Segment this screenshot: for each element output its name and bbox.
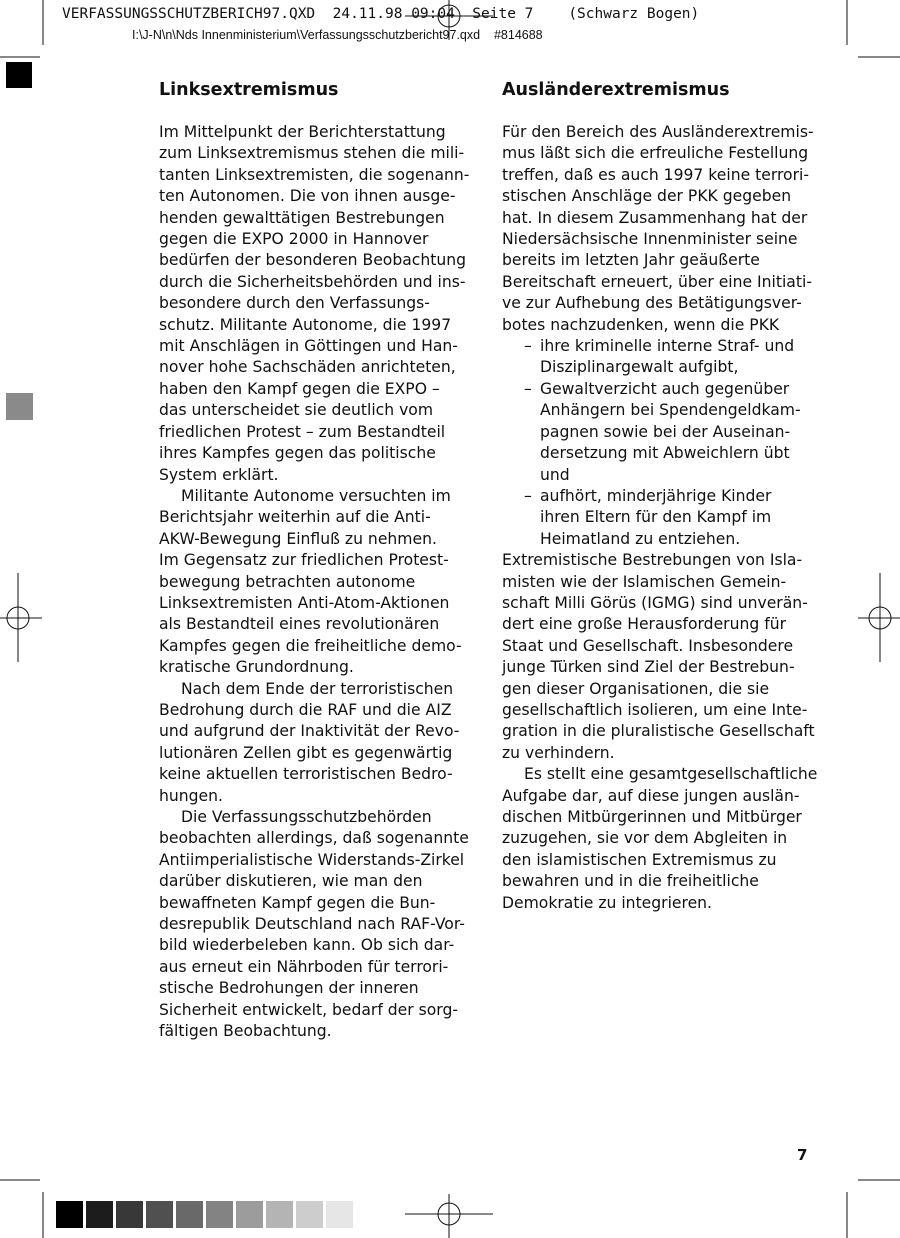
text-line: gegen die EXPO 2000 in Hannover	[159, 230, 429, 249]
text-line: und aufgrund der Inaktivität der Revo-	[159, 722, 460, 741]
text-line: als Bestandteil eines revolutionären	[159, 615, 440, 634]
list-item-text: ihre kriminelle interne Straf- und	[540, 337, 795, 356]
text-line: Die Verfassungsschutzbehörden	[181, 808, 432, 826]
text-line: Es stellt eine gesamtgesellschaftliche	[524, 765, 818, 784]
text-line: Sicherheit entwickelt, bedarf der sorg-	[159, 1000, 458, 1019]
text-line: stische Bedrohungen der inneren	[159, 979, 419, 998]
text-line: ve zur Aufhebung des Betätigungsver-	[502, 294, 802, 313]
list-item-line	[502, 422, 791, 443]
text-line: Im Gegensatz zur friedlichen Protest-	[159, 551, 449, 570]
text-line: schaft Milli Görüs (IGMG) sind unverän-	[502, 593, 808, 612]
text-line: aus erneut ein Nährboden für terrori-	[159, 957, 449, 976]
page-number: 7	[797, 1146, 808, 1164]
text-line: zuzugehen, sie vor dem Abgleiten in	[502, 829, 788, 848]
text-line: Niedersächsische Innenminister seine	[502, 230, 798, 249]
left-column-text	[159, 122, 469, 1042]
text-line: lutionären Zellen gibt es gegenwärtig	[159, 743, 453, 762]
text-line: desrepublik Deutschland nach RAF-Vor-	[159, 915, 465, 934]
text-line: mit Anschlägen in Göttingen und Han-	[159, 337, 458, 356]
text-line: bild wiederbeleben kann. Ob sich dar-	[159, 936, 455, 955]
text-line: Nach dem Ende der terroristischen	[181, 679, 454, 698]
text-line: ihres Kampfes gegen das politische	[159, 444, 436, 463]
text-line: Aufgabe dar, auf diese jungen auslän-	[502, 786, 800, 805]
text-line: besondere durch den Verfassungs-	[159, 294, 430, 313]
registration-mark-left	[0, 573, 42, 662]
text-line: dischen Mitbürgerinnen und Mitbürger	[502, 808, 802, 826]
text-line: AKW-Bewegung Einfluß zu nehmen.	[159, 529, 437, 548]
text-line: dert eine große Herausforderung für	[502, 615, 786, 634]
list-item-line	[502, 507, 787, 528]
text-line: nover hohe Sachschäden anrichteten,	[159, 358, 456, 377]
text-line: bewegung betrachten autonome	[159, 572, 416, 591]
gray-swatch	[116, 1201, 143, 1228]
text-line: das unterscheidet sie deutlich vom	[159, 401, 434, 420]
text-line: Bedrohung durch die RAF und die AIZ	[159, 700, 452, 719]
text-line: Kampfes gegen die freiheitliche demo-	[159, 636, 462, 655]
text-line: botes nachzudenken, wenn die PKK	[502, 315, 780, 334]
list-item-text: Anhängern bei Spendengeldkam-	[540, 401, 801, 420]
list-item-text: aufhört, minderjährige Kinder	[540, 486, 772, 505]
print-slug-line: VERFASSUNGSSCHUTZBERICH97.QXD 24.11.98 09:04 Seite 7 (Schwarz Bogen)	[62, 6, 700, 22]
text-line: Berichtsjahr weiterhin auf die Anti-	[159, 508, 431, 527]
list-item-line	[502, 357, 787, 378]
right-column-text	[502, 122, 818, 914]
text-line: Bereitschaft erneuert, über eine Initiati-	[502, 272, 812, 291]
gray-swatch	[176, 1201, 203, 1228]
text-line: fältigen Beobachtung.	[159, 1022, 332, 1041]
registration-mark-bottom	[405, 1194, 493, 1238]
dash-bullet: –	[524, 486, 532, 505]
gray-swatch	[296, 1201, 323, 1228]
list-item-line	[502, 379, 790, 400]
text-line: tanten Linksextremisten, die sogenann-	[159, 165, 470, 184]
text-line: Im Mittelpunkt der Berichterstattung	[159, 123, 446, 141]
text-line: Staat und Gesellschaft. Insbesondere	[502, 636, 794, 655]
text-line: bewahren und in die freiheitliche	[502, 872, 759, 891]
text-line: henden gewalttätigen Bestrebungen	[159, 208, 445, 227]
text-line: gesellschaftlich isolieren, um eine Inte-	[502, 700, 808, 719]
text-line: Für den Bereich des Ausländerextremis-	[502, 123, 814, 141]
list-item-line	[502, 400, 801, 421]
text-line: junge Türken sind Ziel der Bestrebun-	[502, 658, 795, 677]
heading-linksextremismus: Linksextremismus	[159, 80, 339, 100]
text-line: bedürfen der besonderen Beobachtung	[159, 251, 467, 270]
text-line: den islamistischen Extremismus zu	[502, 850, 777, 869]
list-item-line	[502, 529, 787, 550]
file-path-line: I:\J-N\n\Nds Innenministerium\Verfassungsschutzbericht97.qxd #814688	[132, 28, 543, 42]
text-line: gration in die pluralistische Gesellschaft	[502, 722, 815, 741]
text-line: beobachten allerdings, daß sogenannte	[159, 829, 469, 848]
gray-swatch	[146, 1201, 173, 1228]
text-line: Extremistische Bestrebungen von Isla-	[502, 551, 803, 570]
text-line: misten wie der Islamischen Gemein-	[502, 572, 787, 591]
text-line: zu verhindern.	[502, 743, 615, 762]
heading-auslaenderextremismus: Ausländerextremismus	[502, 80, 730, 100]
text-line: System erklärt.	[159, 465, 279, 484]
gray-swatch	[86, 1201, 113, 1228]
list-item-line	[502, 443, 790, 464]
text-line: durch die Sicherheitsbehörden und ins-	[159, 272, 466, 291]
text-line: bereits im letzten Jahr geäußerte	[502, 251, 760, 270]
text-line: hat. In diesem Zusammenhang hat der	[502, 208, 808, 227]
text-line: gen dieser Organisationen, die sie	[502, 679, 770, 698]
list-item-line	[502, 465, 787, 486]
registration-square	[6, 62, 32, 88]
gray-swatch	[326, 1201, 353, 1228]
text-line: bewaffneten Kampf gegen die Bun-	[159, 893, 436, 912]
text-line: Militante Autonome versuchten im	[181, 486, 451, 505]
list-item-text: und	[540, 465, 570, 484]
gray-swatch	[266, 1201, 293, 1228]
registration-mark-right	[858, 573, 900, 662]
text-line: darüber diskutieren, wie man den	[159, 872, 423, 891]
list-item-text: Disziplinargewalt aufgibt,	[540, 358, 739, 377]
text-line: Antiimperialistische Widerstands-Zirkel	[159, 850, 465, 869]
text-line: ten Autonomen. Die von ihnen ausge-	[159, 187, 456, 206]
text-line: Linksextremisten Anti-Atom-Aktionen	[159, 593, 450, 612]
text-line: zum Linksextremismus stehen die mili-	[159, 144, 465, 163]
text-line: haben den Kampf gegen die EXPO –	[159, 379, 440, 398]
gray-swatch	[206, 1201, 233, 1228]
text-line: treffen, daß es auch 1997 keine terrori-	[502, 165, 809, 184]
text-line: friedlichen Protest – zum Bestandteil	[159, 422, 446, 441]
list-item-line	[502, 486, 787, 507]
list-item-text: Gewaltverzicht auch gegenüber	[540, 379, 790, 398]
gray-swatch	[56, 1201, 83, 1228]
text-line: schutz. Militante Autonome, die 1997	[159, 315, 452, 334]
list-item-line	[502, 336, 795, 357]
dash-bullet: –	[524, 337, 532, 356]
list-item-text: ihren Eltern für den Kampf im	[540, 508, 772, 527]
text-line: hungen.	[159, 786, 223, 805]
list-item-text: dersetzung mit Abweichlern übt	[540, 444, 790, 463]
text-line: stischen Anschläge der PKK gegeben	[502, 187, 792, 206]
text-line: kratische Grundordnung.	[159, 658, 354, 677]
section-marker-square	[6, 393, 33, 420]
list-item-text: Heimatland zu entziehen.	[540, 529, 741, 548]
list-item-text: pagnen sowie bei der Auseinan-	[540, 422, 791, 441]
text-line: keine aktuellen terroristischen Bedro-	[159, 765, 453, 784]
text-line: mus läßt sich die erfreuliche Festellung	[502, 144, 809, 163]
text-line: Demokratie zu integrieren.	[502, 893, 713, 912]
dash-bullet: –	[524, 379, 532, 398]
grayscale-color-bar	[56, 1201, 356, 1228]
gray-swatch	[236, 1201, 263, 1228]
